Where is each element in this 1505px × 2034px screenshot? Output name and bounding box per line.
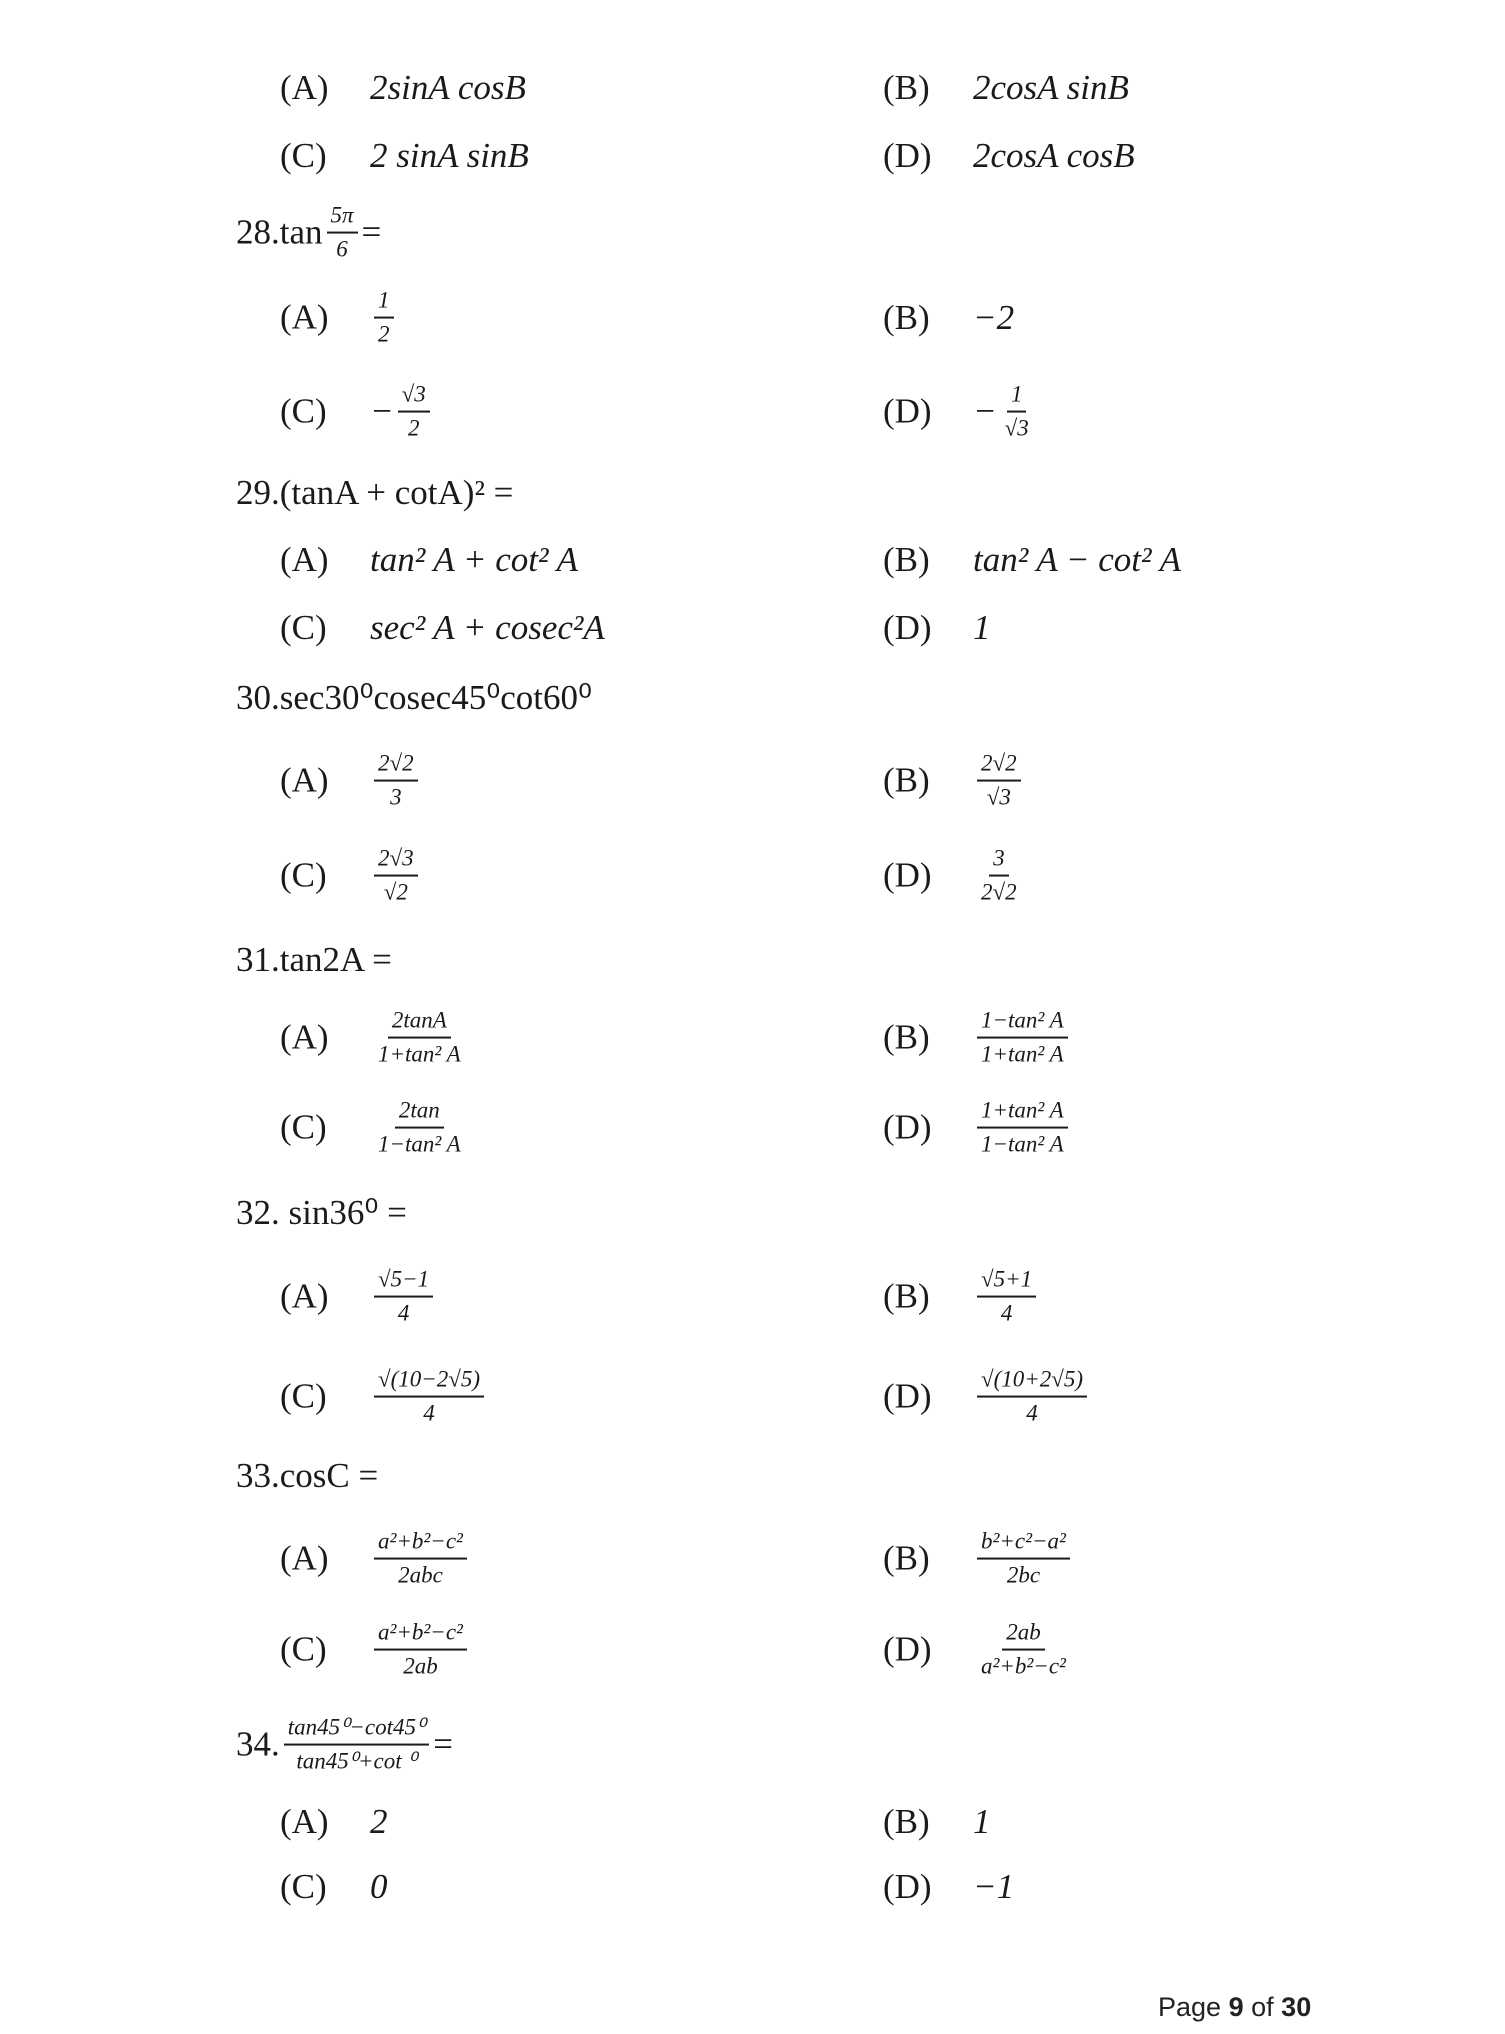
option-value <box>973 1267 1040 1328</box>
option-value <box>973 608 991 648</box>
option-value <box>973 136 1135 176</box>
numerator: 2tanA <box>388 1008 451 1039</box>
numerator: 5π <box>327 203 358 234</box>
option-value <box>973 1802 991 1842</box>
option-value <box>370 608 605 648</box>
option-value <box>370 288 398 349</box>
option-30-d[interactable] <box>883 846 1025 907</box>
fraction <box>374 288 394 349</box>
numerator: a²+b²−c² <box>374 1620 467 1651</box>
question-text: 32. sin36⁰ = <box>236 1193 407 1232</box>
option-label: (D) <box>883 1630 932 1669</box>
option-label: (C) <box>280 1867 327 1906</box>
option-28-a[interactable] <box>280 288 398 349</box>
option-value <box>370 1367 488 1428</box>
sign: − <box>973 392 997 431</box>
option-31-b[interactable] <box>883 1008 1072 1069</box>
option-text: −2 <box>973 298 1015 337</box>
option-value <box>973 540 1181 580</box>
denominator: 1−tan² A <box>378 1132 461 1157</box>
option-text: 2cosA sinB <box>973 68 1129 107</box>
option-27-b[interactable] <box>883 68 1129 108</box>
fraction <box>374 751 418 812</box>
question-32-stem <box>236 1193 407 1233</box>
fraction <box>374 1267 433 1328</box>
option-30-b[interactable] <box>883 751 1025 812</box>
option-label: (C) <box>280 136 327 175</box>
option-value <box>370 751 422 812</box>
option-29-d[interactable] <box>883 608 991 648</box>
option-text: −1 <box>973 1867 1015 1906</box>
option-text: 1 <box>973 608 991 647</box>
option-value <box>370 1267 437 1328</box>
numerator: 3 <box>989 846 1009 877</box>
option-31-d[interactable] <box>883 1098 1072 1159</box>
option-value <box>370 1802 388 1842</box>
denominator: 2 <box>378 322 390 347</box>
option-text: tan² A + cot² A <box>370 540 578 579</box>
option-label: (D) <box>883 392 932 431</box>
option-label: (A) <box>280 1539 329 1578</box>
option-text: 2sinA cosB <box>370 68 526 107</box>
option-label: (B) <box>883 761 930 800</box>
question-33-stem <box>236 1456 378 1496</box>
page-number: 9 <box>1228 1992 1244 2022</box>
denominator: 4 <box>423 1401 435 1426</box>
option-label: (A) <box>280 1018 329 1057</box>
option-label: (D) <box>883 136 932 175</box>
denominator: 4 <box>397 1301 410 1326</box>
option-text: 2 <box>370 1802 388 1841</box>
question-31-stem <box>236 940 392 980</box>
question-text: 31.tan2A = <box>236 940 392 979</box>
fraction <box>284 1715 429 1776</box>
fraction <box>977 846 1021 907</box>
denominator: 2bc <box>1006 1563 1041 1588</box>
option-label: (A) <box>280 1802 329 1841</box>
option-value <box>370 1008 469 1069</box>
fraction <box>374 1008 465 1069</box>
option-label: (A) <box>280 761 329 800</box>
option-34-c[interactable] <box>280 1867 388 1907</box>
option-value <box>973 68 1129 108</box>
option-label: (C) <box>280 392 327 431</box>
option-text: 2cosA cosB <box>973 136 1135 175</box>
sign: − <box>370 392 394 431</box>
option-32-d[interactable] <box>883 1367 1091 1428</box>
option-27-a[interactable] <box>280 68 526 108</box>
option-33-d[interactable] <box>883 1620 1074 1681</box>
denominator: 4 <box>1000 1301 1013 1326</box>
option-29-c[interactable] <box>280 608 605 648</box>
option-label: (B) <box>883 1018 930 1057</box>
question-text: 30.sec30⁰cosec45⁰cot60⁰ <box>236 678 593 717</box>
fraction <box>977 1529 1070 1590</box>
option-value <box>370 1529 471 1590</box>
question-28-stem <box>236 203 381 264</box>
numerator: 2√2 <box>977 751 1021 782</box>
denominator: 3 <box>390 785 402 810</box>
option-value <box>973 1098 1072 1159</box>
option-label: (B) <box>883 298 930 337</box>
denominator: 2 <box>407 416 420 441</box>
option-label: (B) <box>883 1802 930 1841</box>
denominator: 1+tan² A <box>378 1042 461 1067</box>
option-value <box>973 1529 1074 1590</box>
option-label: (B) <box>883 1277 930 1316</box>
numerator: a²+b²−c² <box>374 1529 467 1560</box>
fraction <box>977 1008 1068 1069</box>
option-label: (D) <box>883 856 932 895</box>
fraction <box>398 382 430 443</box>
option-value <box>370 68 526 108</box>
option-27-d[interactable] <box>883 136 1135 176</box>
numerator: √5+1 <box>977 1267 1036 1298</box>
option-text: tan² A − cot² A <box>973 540 1181 579</box>
numerator: b²+c²−a² <box>977 1529 1070 1560</box>
denominator: 2√2 <box>981 880 1017 905</box>
option-33-a[interactable] <box>280 1529 471 1590</box>
option-value <box>973 382 1037 443</box>
numerator: 2√2 <box>374 751 418 782</box>
denominator: √2 <box>383 880 408 905</box>
page-footer <box>1158 1992 1311 2023</box>
option-label: (C) <box>280 856 327 895</box>
numerator: 1 <box>374 288 394 319</box>
denominator: √3 <box>1004 416 1029 441</box>
option-32-c[interactable] <box>280 1367 488 1428</box>
denominator: 6 <box>336 237 348 262</box>
option-value <box>370 136 529 176</box>
numerator: 2tan <box>395 1098 444 1129</box>
fraction <box>1001 382 1033 443</box>
option-28-d[interactable] <box>883 382 1037 443</box>
denominator: 1−tan² A <box>981 1132 1064 1157</box>
numerator: √5−1 <box>374 1267 433 1298</box>
denominator: 1+tan² A <box>981 1042 1064 1067</box>
numerator: √3 <box>398 382 430 413</box>
option-31-a[interactable] <box>280 1008 469 1069</box>
denominator: 2abc <box>398 1563 443 1588</box>
question-text: 34. <box>236 1725 280 1764</box>
option-label: (D) <box>883 1108 932 1147</box>
question-suffix: = <box>361 213 382 252</box>
option-value <box>973 1008 1072 1069</box>
option-label: (C) <box>280 608 327 647</box>
fraction <box>977 1367 1087 1428</box>
option-label: (B) <box>883 540 930 579</box>
option-value <box>370 846 422 907</box>
option-33-c[interactable] <box>280 1620 471 1681</box>
option-34-b[interactable] <box>883 1802 991 1842</box>
option-label: (A) <box>280 68 329 107</box>
fraction <box>977 751 1021 812</box>
numerator: √(10+2√5) <box>977 1367 1087 1398</box>
option-28-c[interactable] <box>280 382 434 443</box>
option-32-b[interactable] <box>883 1267 1040 1328</box>
denominator: tan45⁰+cot ⁰ <box>296 1749 417 1774</box>
option-29-a[interactable] <box>280 540 578 580</box>
option-value <box>370 1098 469 1159</box>
option-text: 2 sinA sinB <box>370 136 529 175</box>
numerator: 1+tan² A <box>977 1098 1068 1129</box>
option-label: (B) <box>883 68 930 107</box>
option-31-c[interactable] <box>280 1098 469 1159</box>
option-value <box>973 1620 1074 1681</box>
fraction <box>374 846 418 907</box>
option-34-d[interactable] <box>883 1867 1014 1907</box>
of-word: of <box>1251 1992 1274 2022</box>
fraction <box>374 1620 467 1681</box>
option-label: (A) <box>280 1277 329 1316</box>
option-29-b[interactable] <box>883 540 1181 580</box>
option-27-c[interactable] <box>280 136 529 176</box>
option-30-c[interactable] <box>280 846 422 907</box>
question-text: 33.cosC = <box>236 1456 379 1495</box>
option-32-a[interactable] <box>280 1267 437 1328</box>
option-value <box>973 1367 1091 1428</box>
option-label: (B) <box>883 1539 930 1578</box>
option-label: (C) <box>280 1630 327 1669</box>
question-30-stem <box>236 678 592 718</box>
denominator: √3 <box>986 785 1011 810</box>
fraction <box>977 1098 1068 1159</box>
numerator: 1−tan² A <box>977 1008 1068 1039</box>
option-label: (D) <box>883 608 932 647</box>
question-text: 29.(tanA + cotA)² = <box>236 473 514 512</box>
option-text: 1 <box>973 1802 991 1841</box>
fraction <box>977 1620 1070 1681</box>
fraction <box>374 1529 467 1590</box>
option-33-b[interactable] <box>883 1529 1074 1590</box>
fraction <box>977 1267 1036 1328</box>
denominator: a²+b²−c² <box>981 1654 1066 1679</box>
total-pages: 30 <box>1281 1992 1312 2022</box>
option-label: (C) <box>280 1377 327 1416</box>
question-29-stem <box>236 473 513 513</box>
option-label: (D) <box>883 1867 932 1906</box>
option-value <box>973 751 1025 812</box>
page-word: Page <box>1158 1992 1222 2022</box>
fraction <box>374 1098 465 1159</box>
numerator: 2ab <box>1002 1620 1045 1651</box>
option-text: sec² A + cosec²A <box>370 608 605 647</box>
option-label: (A) <box>280 540 329 579</box>
option-label: (D) <box>883 1377 932 1416</box>
option-value <box>973 1867 1014 1907</box>
numerator: √(10−2√5) <box>374 1367 484 1398</box>
option-label: (A) <box>280 298 329 337</box>
option-value <box>370 1867 388 1907</box>
numerator: 2√3 <box>374 846 418 877</box>
option-30-a[interactable] <box>280 751 422 812</box>
option-value <box>370 1620 471 1681</box>
option-value <box>370 382 434 443</box>
question-text: 28.tan <box>236 213 323 252</box>
option-text: 0 <box>370 1867 388 1906</box>
option-value <box>370 540 578 580</box>
option-28-b[interactable] <box>883 298 1014 338</box>
option-label: (C) <box>280 1108 327 1147</box>
denominator: 4 <box>1026 1401 1038 1426</box>
denominator: 2ab <box>403 1654 438 1679</box>
numerator: tan45⁰−cot45⁰ <box>284 1715 429 1746</box>
fraction <box>374 1367 484 1428</box>
option-34-a[interactable] <box>280 1802 388 1842</box>
numerator: 1 <box>1007 382 1027 413</box>
question-suffix: = <box>433 1725 453 1764</box>
option-value <box>973 846 1025 907</box>
option-value <box>973 298 1014 338</box>
question-34-stem <box>236 1715 453 1776</box>
fraction <box>327 203 358 264</box>
